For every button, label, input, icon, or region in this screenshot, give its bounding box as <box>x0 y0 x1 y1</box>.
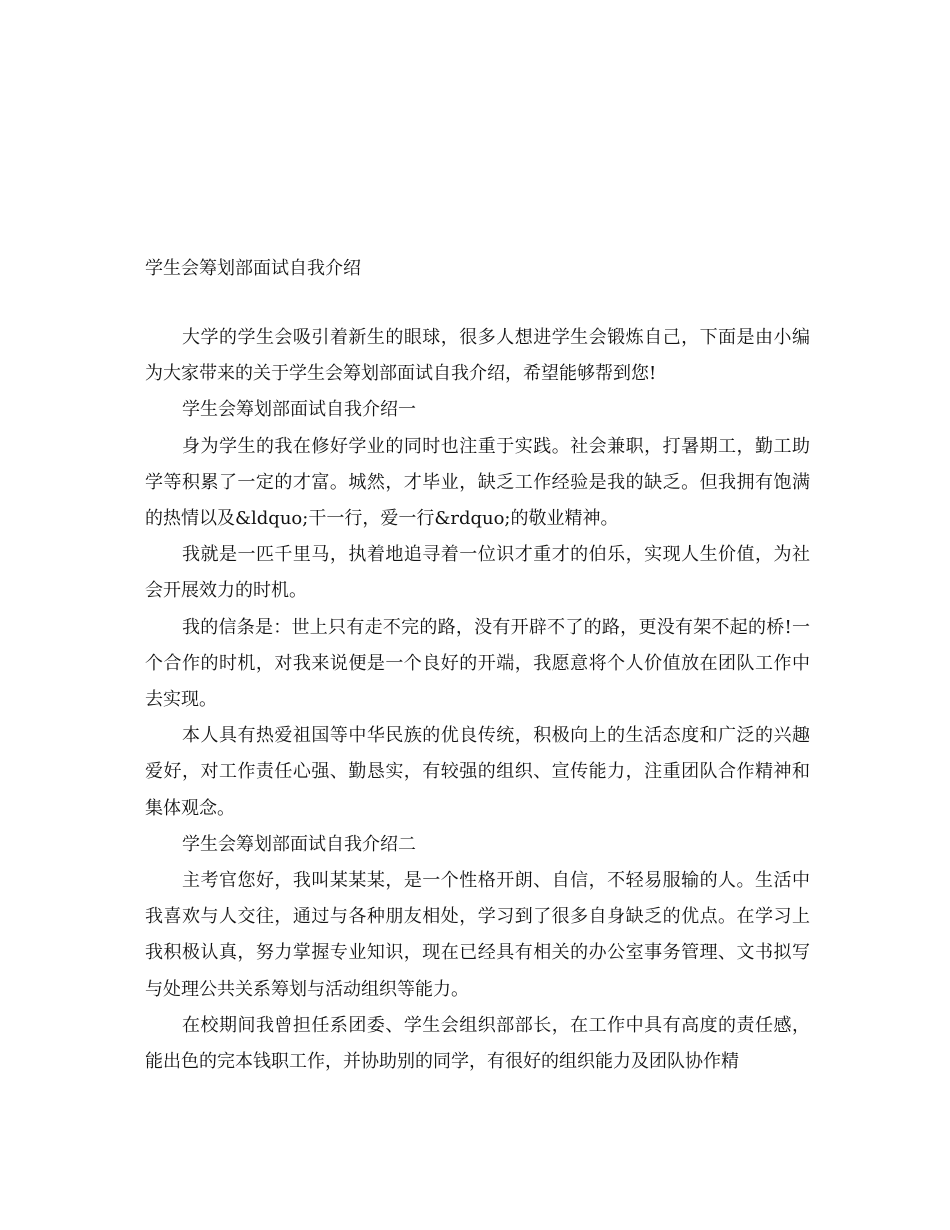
body-paragraph: 身为学生的我在修好学业的同时也注重于实践。社会兼职，打暑期工，勤工助学等积累了一定的才富。城然，才毕业，缺乏工作经验是我的缺乏。但我拥有饱满的热情以及&ldquo;干一行，爱一行&rdquo;的敬业精神。 <box>145 435 810 530</box>
body-paragraph: 我就是一匹千里马，执着地追寻着一位识才重才的伯乐，实现人生价值，为社会开展效力的时机。 <box>145 544 810 602</box>
body-paragraph: 在校期间我曾担任系团委、学生会组织部部长，在工作中具有高度的责任感，能出色的完本钱职工作，并协助别的同学，有很好的组织能力及团队协作精 <box>145 1014 810 1073</box>
document-title: 学生会筹划部面试自我介绍 <box>145 258 361 279</box>
section-heading-one: 学生会筹划部面试自我介绍一 <box>182 399 416 421</box>
document-body <box>145 320 810 1080</box>
section-heading-two: 学生会筹划部面试自我介绍二 <box>182 833 416 855</box>
body-paragraph: 我的信条是：世上只有走不完的路，没有开辟不了的路，更没有架不起的桥!一个合作的时机，对我来说便是一个良好的开端，我愿意将个人价值放在团队工作中去实现。 <box>145 616 810 711</box>
intro-paragraph: 大学的学生会吸引着新生的眼球，很多人想进学生会锻炼自己，下面是由小编为大家带来的关于学生会筹划部面试自我介绍，希望能够帮到您! <box>145 327 810 385</box>
body-paragraph: 主考官您好，我叫某某某，是一个性格开朗、自信，不轻易服输的人。生活中我喜欢与人交往，通过与各种朋友相处，学习到了很多自身缺乏的优点。在学习上我积极认真，努力掌握专业知识，现在已经具有相关的办公室事务管理、文书拟写与处理公共关系筹划与活动组织等能力。 <box>145 870 810 1000</box>
body-paragraph: 本人具有热爱祖国等中华民族的优良传统，积极向上的生活态度和广泛的兴趣爱好，对工作责任心强、勤恳实，有较强的组织、宣传能力，注重团队合作精神和集体观念。 <box>145 725 810 819</box>
